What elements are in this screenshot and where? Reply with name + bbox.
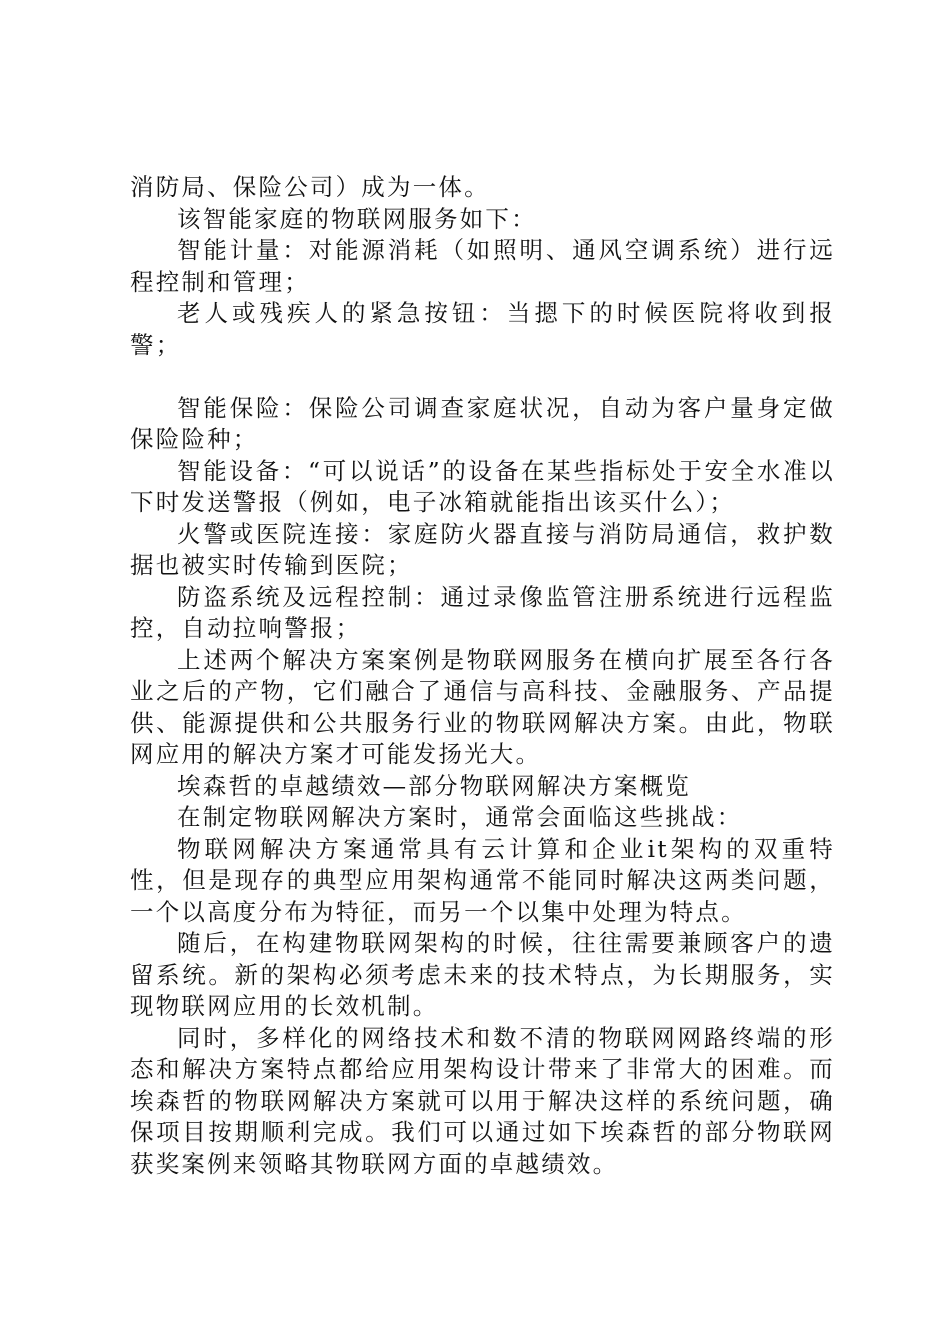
paragraph-continuation: 消防局、保险公司）成为一体。 [130,173,490,201]
blank-line [130,361,835,393]
paragraph-summary: 上述两个解决方案案例是物联网服务在横向扩展至各行各业之后的产物，它们融合了通信与高科技、金融服务、产品提供、能源提供和公共服务行业的物联网解决方案。由此，物联网应用的解决方案才可能发扬光大。 [130,645,835,768]
paragraph-services-intro: 该智能家庭的物联网服务如下： [177,204,537,233]
paragraph-smart-metering: 智能计量：对能源消耗（如照明、通风空调系统）进行远程控制和管理； [130,236,835,296]
paragraph-emergency-button: 老人或残疾人的紧急按钮：当摁下的时候医院将收到报警； [130,299,835,359]
paragraph-legacy-systems: 随后，在构建物联网架构的时候，往往需要兼顾客户的遗留系统。新的架构必须考虑未来的技术特点，为长期服务，实现物联网应用的长效机制。 [130,929,835,1020]
paragraph-network-diversity: 同时，多样化的网络技术和数不清的物联网网路终端的形态和解决方案特点都给应用架构设计带来了非常大的困难。而埃森哲的物联网解决方案就可以用于解决这样的系统问题，确保项目按期顺利完成。我们可以通过如下埃森哲的部分物联网获奖案例来领略其物联网方面的卓越绩效。 [130,1023,835,1178]
paragraph-challenges-intro: 在制定物联网解决方案时，通常会面临这些挑战： [177,803,743,831]
paragraph-anti-theft: 防盗系统及远程控制：通过录像监管注册系统进行远程监控，自动拉响警报； [130,582,835,642]
document-body [130,172,835,1180]
section-heading: 埃森哲的卓越绩效—部分物联网解决方案概览 [177,771,691,800]
paragraph-fire-hospital: 火警或医院连接：家庭防火器直接与消防局通信，救护数据也被实时传输到医院； [130,519,835,579]
paragraph-smart-devices: 智能设备：“可以说话”的设备在某些指标处于安全水准以下时发送警报（例如，电子冰箱就能指出该买什么）； [130,456,835,516]
paragraph-smart-insurance: 智能保险：保险公司调查家庭状况，自动为客户量身定做保险险种； [130,393,835,453]
paragraph-dual-nature: 物联网解决方案通常具有云计算和企业it架构的双重特性，但是现存的典型应用架构通常不能同时解决这两类问题，一个以高度分布为特征，而另一个以集中处理为特点。 [130,834,835,926]
